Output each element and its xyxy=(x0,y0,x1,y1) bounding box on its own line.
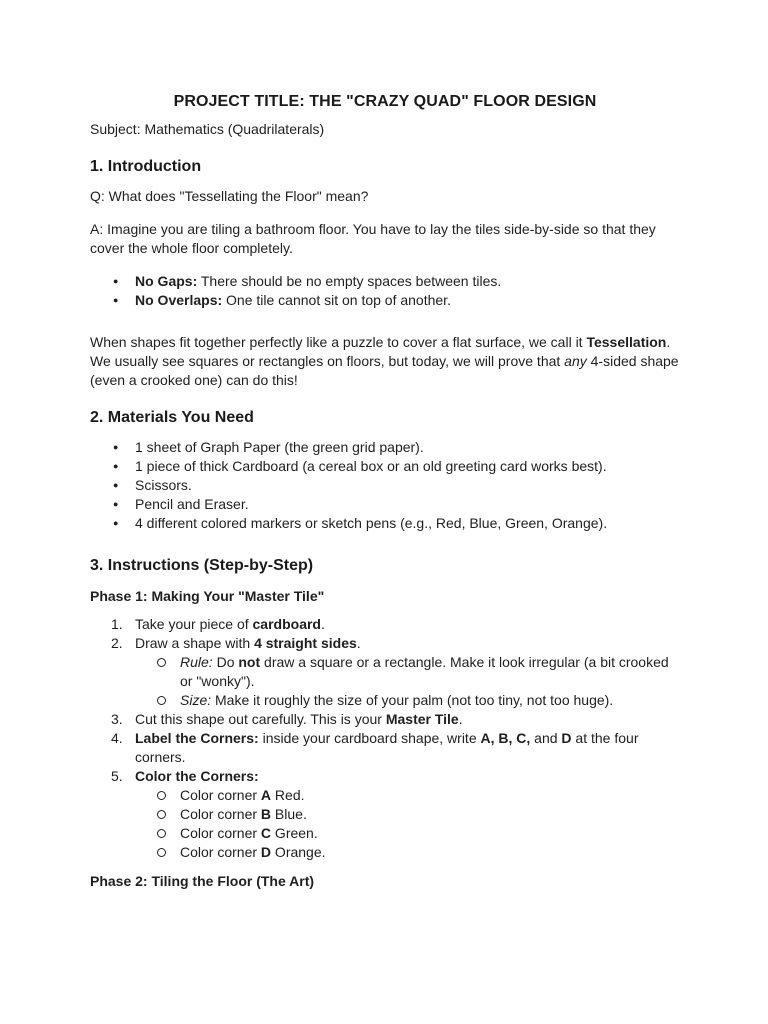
steps-list xyxy=(90,615,680,862)
size-label: Size: xyxy=(180,692,212,708)
sub-item-color xyxy=(135,786,680,805)
step-text: Cut this shape out carefully. This is your xyxy=(135,711,386,727)
sub-item-rule xyxy=(135,653,680,691)
step-3 xyxy=(90,710,680,729)
step-number: 2. xyxy=(111,635,123,651)
hollow-bullet-icon xyxy=(157,829,166,838)
page-title: PROJECT TITLE: THE "CRAZY QUAD" FLOOR DESIGN xyxy=(173,93,597,110)
step-number: 3. xyxy=(111,711,123,727)
sub-item-color xyxy=(135,843,680,862)
sub-item-color xyxy=(135,824,680,843)
list-item xyxy=(90,438,680,457)
corner-letter: D xyxy=(260,844,272,860)
hollow-bullet-icon xyxy=(157,848,166,857)
step-number: 1. xyxy=(111,616,123,632)
sub-text: Orange. xyxy=(271,844,326,860)
step-text: inside your cardboard shape, write xyxy=(258,730,481,746)
bullet-icon: ● xyxy=(113,442,119,452)
step-5-sublist xyxy=(135,786,680,862)
rule-label: No Gaps: xyxy=(135,273,198,289)
tessellation-term: Tessellation xyxy=(586,334,667,350)
step-2-sublist xyxy=(135,653,680,710)
step-1 xyxy=(90,615,680,634)
paragraph-text: 4-sided shape (even a crooked one) can do this! xyxy=(90,353,679,388)
list-item xyxy=(90,514,680,533)
bullet-icon: ● xyxy=(113,295,119,305)
list-item xyxy=(90,272,680,291)
sub-bold: not xyxy=(238,654,261,670)
rule-label: Rule: xyxy=(180,654,213,670)
sub-text: Make it roughly the size of your palm (not too tiny, not too huge). xyxy=(211,692,614,708)
phase-1-heading: Phase 1: Making Your "Master Tile" xyxy=(90,588,325,604)
step-bold: 4 straight sides xyxy=(254,635,357,651)
phase-2-heading: Phase 2: Tiling the Floor (The Art) xyxy=(90,873,315,889)
list-item xyxy=(90,476,680,495)
step-bold: Master Tile xyxy=(385,711,459,727)
sub-text: Color corner xyxy=(180,844,261,860)
sub-text: Color corner xyxy=(180,806,261,822)
sub-text: Do xyxy=(212,654,239,670)
sub-text: draw a square or a rectangle. Make it look irregular (a bit crooked or "wonky"). xyxy=(180,654,669,689)
intro-question: Q: What does "Tessellating the Floor" mean? xyxy=(90,188,369,204)
emphasis-any: any xyxy=(564,353,587,369)
hollow-bullet-icon xyxy=(157,658,166,667)
paragraph-text: . We usually see squares or rectangles on floors, but today, we will prove that xyxy=(90,334,671,369)
list-item xyxy=(90,457,680,476)
sub-text: Red. xyxy=(271,787,305,803)
sub-text: Green. xyxy=(271,825,318,841)
corner-letter: C xyxy=(260,825,272,841)
tessellation-rules-list xyxy=(90,272,680,310)
step-5 xyxy=(90,767,680,862)
subject-line: Subject: Mathematics (Quadrilaterals) xyxy=(90,121,325,137)
bullet-icon: ● xyxy=(113,499,119,509)
step-text: . xyxy=(458,711,463,727)
step-text: . xyxy=(320,616,325,632)
material-text: 4 different colored markers or sketch pens (e.g., Red, Blue, Green, Orange). xyxy=(135,515,608,531)
step-bold: cardboard xyxy=(252,616,321,632)
hollow-bullet-icon xyxy=(157,810,166,819)
corner-letter: A xyxy=(260,787,272,803)
step-text: Take your piece of xyxy=(135,616,253,632)
bullet-icon: ● xyxy=(113,276,119,286)
materials-list xyxy=(90,438,680,533)
materials-heading: 2. Materials You Need xyxy=(90,409,254,426)
step-4 xyxy=(90,729,680,767)
step-2 xyxy=(90,634,680,710)
material-text: Scissors. xyxy=(135,477,192,493)
step-label: Label the Corners: xyxy=(135,730,259,746)
tessellation-paragraph xyxy=(90,333,680,390)
rule-label: No Overlaps: xyxy=(135,292,223,308)
document-body xyxy=(90,90,680,891)
sub-text: Color corner xyxy=(180,787,261,803)
hollow-bullet-icon xyxy=(157,696,166,705)
sub-item-color xyxy=(135,805,680,824)
step-bold: A, B, C, xyxy=(480,730,531,746)
step-text: Draw a shape with xyxy=(135,635,255,651)
corner-letter: B xyxy=(260,806,272,822)
introduction-heading: 1. Introduction xyxy=(90,158,202,175)
step-number: 4. xyxy=(111,730,123,746)
sub-text: Color corner xyxy=(180,825,261,841)
list-item xyxy=(90,495,680,514)
step-bold: D xyxy=(561,730,572,746)
bullet-icon: ● xyxy=(113,480,119,490)
paragraph-text: When shapes fit together perfectly like a puzzle to cover a flat surface, we call it xyxy=(90,334,587,350)
list-item xyxy=(90,291,680,310)
step-text: and xyxy=(530,730,562,746)
sub-text: Blue. xyxy=(271,806,307,822)
bullet-icon: ● xyxy=(113,518,119,528)
hollow-bullet-icon xyxy=(157,791,166,800)
material-text: 1 piece of thick Cardboard (a cereal box or an old greeting card works best). xyxy=(135,458,607,474)
step-label: Color the Corners: xyxy=(135,768,259,784)
rule-text: One tile cannot sit on top of another. xyxy=(222,292,451,308)
sub-item-size xyxy=(135,691,680,710)
bullet-icon: ● xyxy=(113,461,119,471)
rule-text: There should be no empty spaces between tiles. xyxy=(197,273,502,289)
material-text: Pencil and Eraser. xyxy=(135,496,249,512)
step-text: at the four corners. xyxy=(135,730,639,765)
instructions-heading: 3. Instructions (Step-by-Step) xyxy=(90,557,314,574)
step-text: . xyxy=(356,635,361,651)
step-number: 5. xyxy=(111,768,123,784)
material-text: 1 sheet of Graph Paper (the green grid paper). xyxy=(135,439,424,455)
intro-answer: A: Imagine you are tiling a bathroom floor. You have to lay the tiles side-by-side so that they cover the whole floor completely. xyxy=(90,221,656,256)
